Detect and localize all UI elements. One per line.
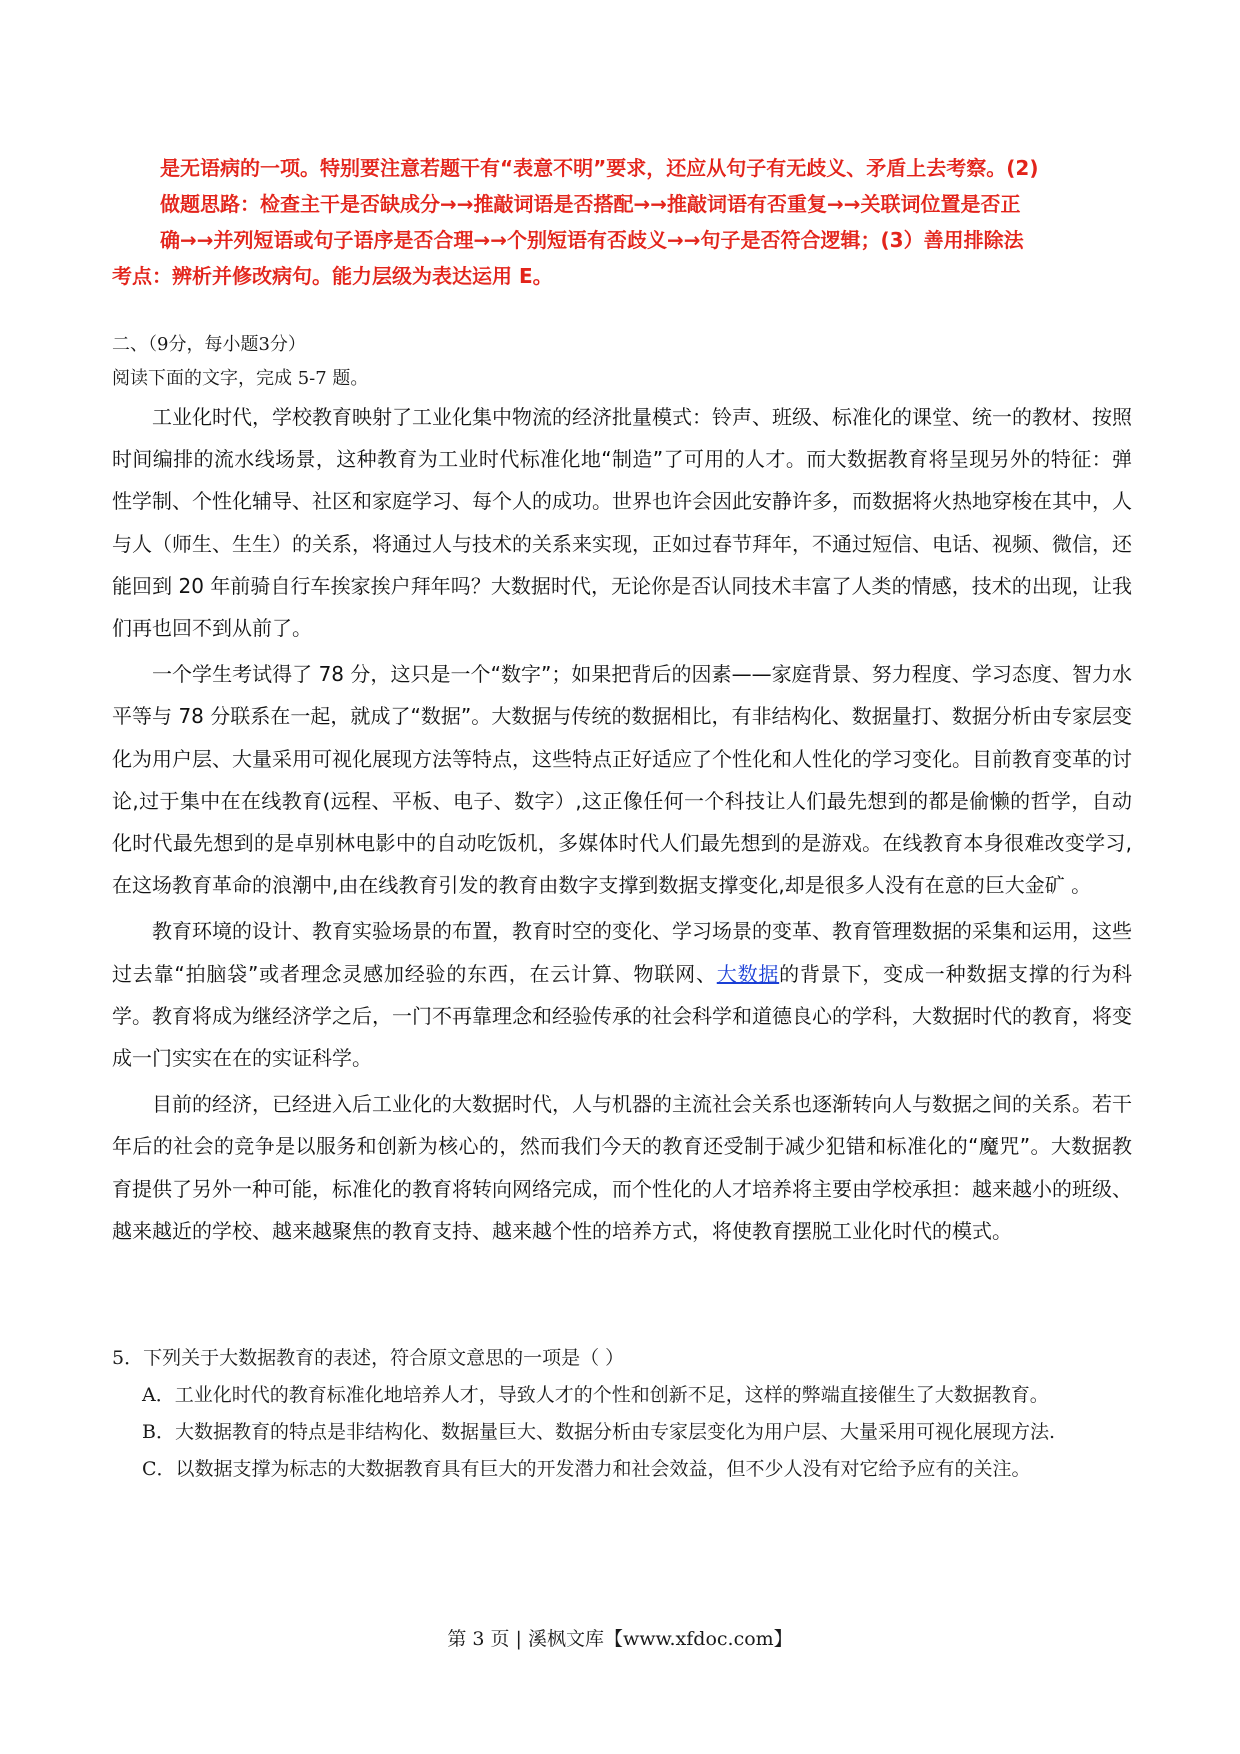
analysis-line: 考点：辨析并修改病句。能力层级为表达运用 E。: [112, 264, 553, 288]
passage-paragraph: 一个学生考试得了 78 分，这只是一个“数字”；如果把背后的因素——家庭背景、努力程度、学习态度、智力水平等与 78 分联系在一起，就成了“数据”。大数据与传统的数据相比，有非结构化、数据量打、数据分析由专家层变化为用户层、大量采用可视化展现方法等特点，这些特点正好适应了个性化和人性化的学习变化。目前教育变革的讨论,过于集中在在线教育(远程、平板、电子、数字）,这正像任何一个科技让人们最先想到的都是偷懒的哲学，自动化时代最先想到的是卓别林电影中的自动吃饭机，多媒体时代人们最先想到的是游戏。在线教育本身很难改变学习,在这场教育革命的浪潮中,由在线教育引发的教育由数字支撑到数据支撑变化,却是很多人没有在意的巨大金矿 。: [112, 662, 1132, 898]
analysis-line: 确→→并列短语或句子语序是否合理→→个别短语有否歧义→→句子是否符合逻辑；(3）善用排除法: [160, 228, 1024, 252]
passage-text: 的背景下，变成一种数据支撑的行为科学。教育将成为继经济学之后，一门不再靠理念和经验传承的社会科学和道德良心的学科，大数据时代的教育，将变成一门实实在在的实证科学。: [112, 961, 1132, 1071]
reading-passage: [112, 396, 1132, 1256]
option-a: A．工业化时代的教育标准化地培养人才，导致人才的个性和创新不足，这样的弊端直接催生了大数据教育。: [142, 1384, 1049, 1406]
passage-text: 教育环境的设计、教育实验场景的布置，教育时空的变化、学习场景的变革、教育管理数据的采集和运用，这些过去靠“拍脑袋”或者理念灵感加经验的东西，在云计算、物联网、: [112, 919, 1132, 986]
analysis-line: 是无语病的一项。特别要注意若题干有“表意不明”要求，还应从句子有无歧义、矛盾上去考察。(2): [160, 156, 1039, 180]
section-heading: 二、（9分，每小题3分）: [112, 334, 306, 355]
big-data-link[interactable]: 大数据: [716, 961, 780, 986]
question-stem: 5．下列关于大数据教育的表述，符合原文意思的一项是（ ）: [112, 1347, 625, 1369]
passage-paragraph: 目前的经济，已经进入后工业化的大数据时代，人与机器的主流社会关系也逐渐转向人与数据之间的关系。若干年后的社会的竞争是以服务和创新为核心的，然而我们今天的教育还受制于减少犯错和标准化的“魔咒”。大数据教育提供了另外一种可能，标准化的教育将转向网络完成，而个性化的人才培养将主要由学校承担：越来越小的班级、越来越近的学校、越来越聚焦的教育支持、越来越个性的培养方式，将使教育摆脱工业化时代的模式。: [112, 1092, 1132, 1243]
question-5: [112, 1342, 1132, 1490]
option-b: B．大数据教育的特点是非结构化、数据量巨大、数据分析由专家层变化为用户层、大量采用可视化展现方法.: [142, 1421, 1056, 1443]
passage-paragraph: 工业化时代，学校教育映射了工业化集中物流的经济批量模式：铃声、班级、标准化的课堂、统一的教材、按照时间编排的流水线场景，这种教育为工业时代标准化地“制造”了可用的人才。而大数据教育将呈现另外的特征：弹性学制、个性化辅导、社区和家庭学习、每个人的成功。世界也许会因此安静许多，而数据将火热地穿梭在其中，人与人（师生、生生）的关系，将通过人与技术的关系来实现，正如过春节拜年，不通过短信、电话、视频、微信，还能回到 20 年前骑自行车挨家挨户拜年吗？大数据时代，无论你是否认同技术丰富了人类的情感，技术的出现，让我们再也回不到从前了。: [112, 405, 1132, 641]
passage-paragraph: [112, 910, 1132, 1079]
option-c: C．以数据支撑为标志的大数据教育具有巨大的开发潜力和社会效益，但不少人没有对它给予应有的关注。: [142, 1458, 1031, 1480]
analysis-line: 做题思路：检查主干是否缺成分→→推敲词语是否搭配→→推敲词语有否重复→→关联词位置是否正: [160, 192, 1021, 216]
answer-analysis: [112, 150, 1142, 294]
section-instruction: 阅读下面的文字，完成 5-7 题。: [112, 368, 369, 389]
page-footer: 第 3 页 | 溪枫文库【www.xfdoc.com】: [447, 1628, 793, 1650]
